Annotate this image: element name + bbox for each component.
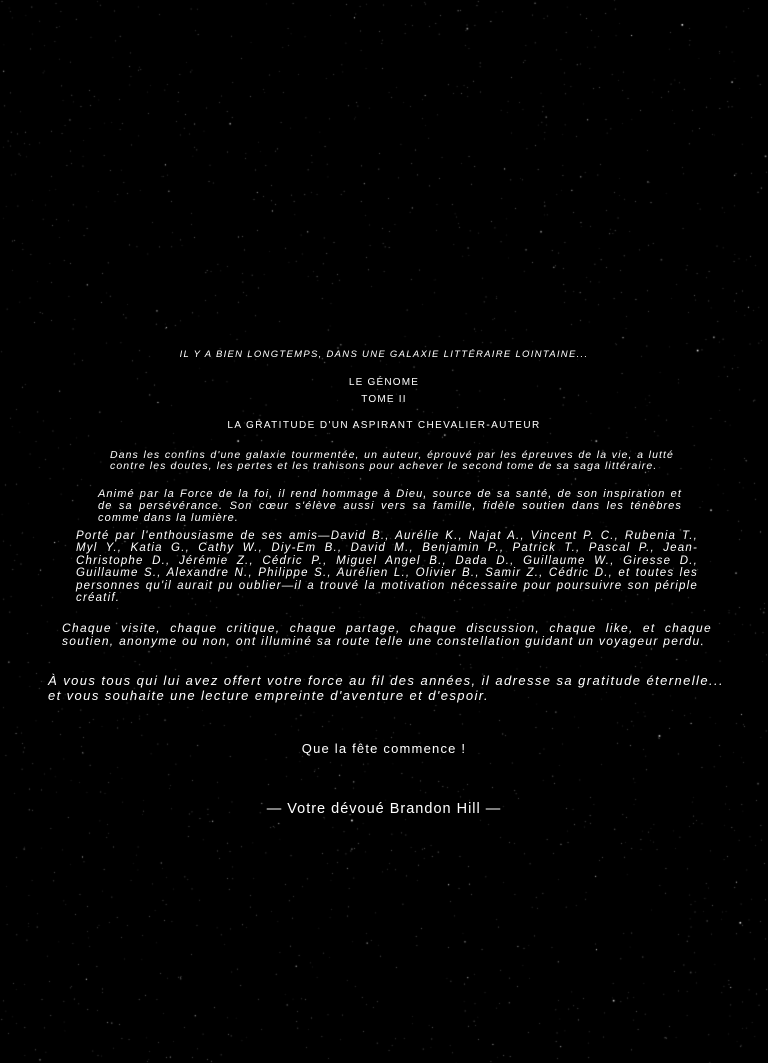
crawl-subtitle: LA GRATITUDE D'UN ASPIRANT CHEVALIER-AUTEUR (227, 420, 541, 431)
crawl-paragraph-2: Animé par la Force de la foi, il rend hommage à Dieu, source de sa santé, de son inspiration et de sa persévérance. Son cœur s'élève aussi vers sa famille, fidèle soutien dans les ténèbres comme dans la lumière. (98, 488, 682, 524)
author-signature: — Votre dévoué Brandon Hill — (266, 801, 502, 817)
celebration-line: Que la fête commence ! (301, 741, 467, 756)
crawl-intro: IL Y A BIEN LONGTEMPS, DANS UNE GALAXIE LITTÉRAIRE LOINTAINE... (179, 349, 589, 360)
crawl-volume: TOME II (361, 394, 407, 405)
crawl-paragraph-3: Porté par l'enthousiasme de ses amis—David B., Aurélie K., Najat A., Vincent P. C., Rubenia T., Myl Y., Katia G., Cathy W., Diy-Em B., David M., Benjamin P., Patrick T., Pascal P., Jean-Christophe D., Jérémie Z., Cédric P., Miguel Angel B., Dada D., Guillaume W., Giresse D., Guillaume S., Alexandre N., Philippe S., Aurélien L., Olivier B., Samir Z., Cédric D., et toutes les personnes qu'il aurait pu oublier—il a trouvé la motivation nécessaire pour poursuivre son périple créatif. (76, 530, 698, 605)
crawl-title: LE GÉNOME (348, 377, 420, 388)
crawl-paragraph-4: Chaque visite, chaque critique, chaque partage, chaque discussion, chaque like, et chaque soutien, anonyme ou non, ont illuminé sa route telle une constellation guidant un voyageur perdu. (62, 621, 712, 649)
crawl-paragraph-5: À vous tous qui lui avez offert votre force au fil des années, il adresse sa gratitude éternelle... et vous souhaite une lecture empreinte d'aventure et d'espoir. (48, 673, 724, 703)
crawl-paragraph-1: Dans les confins d'une galaxie tourmentée, un auteur, éprouvé par les épreuves de la vie, a lutté contre les doutes, les pertes et les trahisons pour achever le second tome de sa saga littéraire. (110, 449, 674, 472)
